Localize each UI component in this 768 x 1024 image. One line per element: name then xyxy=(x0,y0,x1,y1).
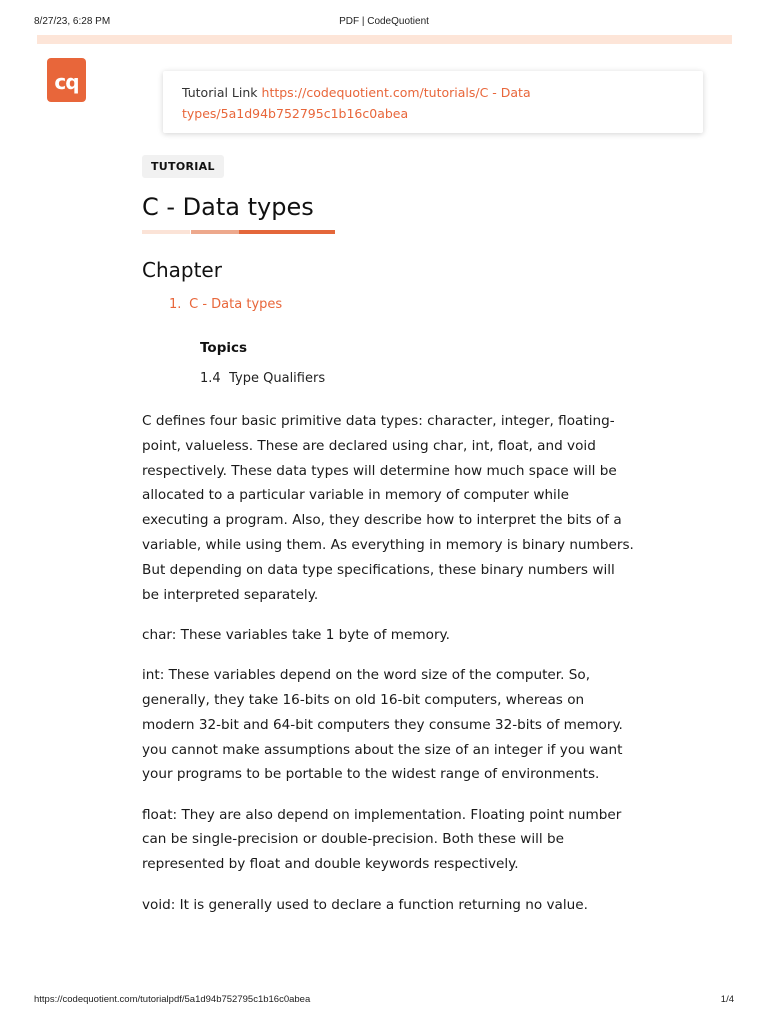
chapter-item-link[interactable] xyxy=(169,295,282,315)
print-datetime: 8/27/23, 6:28 PM xyxy=(34,16,111,27)
topic-item-number: 1.4 xyxy=(200,371,221,386)
underline-segment-dark xyxy=(239,230,335,234)
underline-segment-mid xyxy=(191,230,239,234)
title-underline xyxy=(142,230,335,234)
tutorial-link-label: Tutorial Link xyxy=(182,85,258,100)
print-header xyxy=(34,16,734,30)
topics-heading: Topics xyxy=(200,340,248,356)
paragraph-int: int: These variables depend on the word size of the computer. So, generally, they take 16-bits on old 16-bit computers, whereas on modern 32-bit and 64-bit computers they consume 32-bits of memory. you cannot make assumptions about the size of an integer if you want your programs to be portable to the widest range of environments. xyxy=(142,667,623,783)
chapter-item-label: C - Data types xyxy=(189,297,283,312)
tutorial-link-url-line2: types/5a1d94b752795c1b16c0abea xyxy=(182,106,409,121)
paragraph-void: void: It is generally used to declare a function returning no value. xyxy=(142,896,588,913)
top-accent-band xyxy=(37,35,732,44)
paragraph-float: float: They are also depend on implementation. Floating point number can be single-precision or double-precision. Both these will be represented by float and double keywords respectively. xyxy=(142,806,622,873)
tutorial-badge: TUTORIAL xyxy=(142,155,224,178)
paragraph-intro: C defines four basic primitive data types: character, integer, floating-point, valueless. These are declared using char, int, float, and void respectively. These data types will determine how much space will be allocated to a particular variable in memory of computer while executing a program. Also, they describe how to interpret the bits of a variable, while using them. As everything in memory is binary numbers. But depending on data type specifications, these binary numbers will be interpreted separately. xyxy=(142,413,634,603)
print-footer-url: https://codequotient.com/tutorialpdf/5a1d94b752795c1b16c0abea xyxy=(34,994,311,1005)
topic-item-label: Type Qualifiers xyxy=(229,371,326,386)
tutorial-body xyxy=(142,409,634,933)
codequotient-logo-icon xyxy=(47,58,86,102)
underline-segment-light xyxy=(142,230,190,234)
print-page-title: PDF | CodeQuotient xyxy=(339,16,429,27)
print-footer xyxy=(34,994,734,1008)
chapter-heading: Chapter xyxy=(142,258,222,282)
chapter-item-number: 1. xyxy=(169,297,182,312)
print-page-number: 1/4 xyxy=(720,994,734,1005)
page-title: C - Data types xyxy=(142,193,314,221)
paragraph-char: char: These variables take 1 byte of memory. xyxy=(142,626,450,643)
tutorial-link-url-line1: https://codequotient.com/tutorials/C - Data xyxy=(261,85,531,100)
topic-item xyxy=(200,369,325,389)
logo-text: cq xyxy=(54,70,79,94)
tutorial-link-card xyxy=(163,71,703,133)
